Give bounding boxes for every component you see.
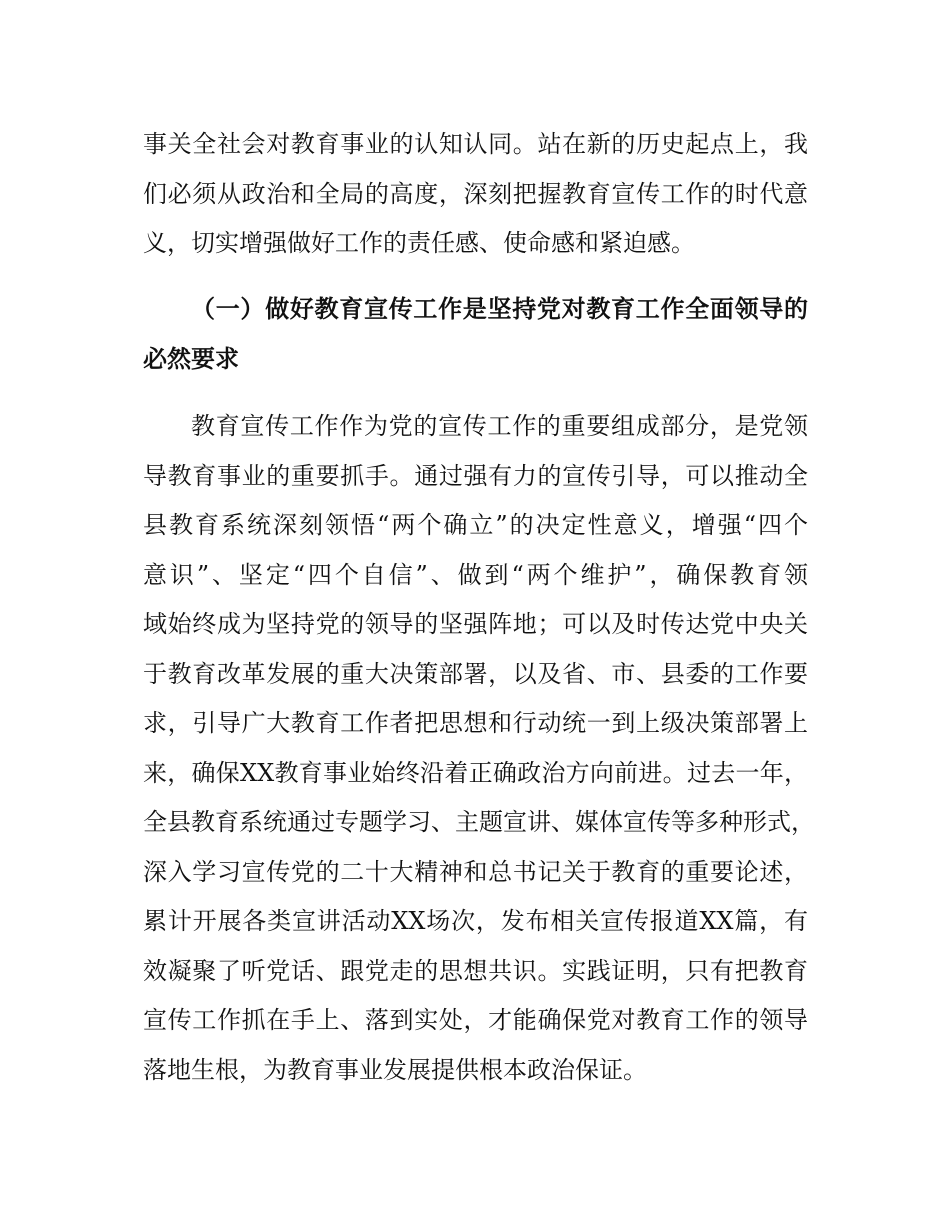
- text-line: 义，切实增强做好工作的责任感、使命感和紧迫感。: [143, 229, 695, 257]
- text-line: 域始终成为坚持党的领导的坚强阵地；可以及时传达党中央关: [143, 610, 808, 638]
- text-line: 深入学习宣传党的二十大精神和总书记关于教育的重要论述，: [143, 857, 808, 886]
- text-line: 宣传工作抓在手上、落到实处，才能确保党对教育工作的领导: [143, 1006, 808, 1034]
- intro-paragraph: [143, 120, 808, 269]
- text-line: 导教育事业的重要抓手。通过强有力的宣传引导，可以推动全: [143, 461, 808, 490]
- text-line: 落地生根，为教育事业发展提供根本政治保证。: [143, 1055, 647, 1084]
- text-line: 事关全社会对教育事业的认知认同。站在新的历史起点上，我: [143, 130, 808, 158]
- text-line: 教育宣传工作作为党的宣传工作的重要组成部分，是党领: [191, 412, 808, 440]
- text-line: 县教育系统深刻领悟“两个确立”的决定性意义，增强“四个: [143, 511, 808, 539]
- text-line: 求，引导广大教育工作者把思想和行动统一到上级决策部署上: [143, 709, 808, 737]
- text-line: 于教育改革发展的重大决策部署，以及省、市、县委的工作要: [143, 659, 808, 688]
- heading-line: 必然要求: [143, 344, 239, 373]
- text-line: 全县教育系统通过专题学习、主题宣讲、媒体宣传等多种形式，: [143, 808, 815, 836]
- body-paragraph: [143, 402, 815, 1095]
- text-line: 们必须从政治和全局的高度，深刻把握教育宣传工作的时代意: [143, 179, 808, 208]
- heading-line: （一）做好教育宣传工作是坚持党对教育工作全面领导的: [191, 295, 808, 323]
- text-line: 效凝聚了听党话、跟党走的思想共识。实践证明，只有把教育: [143, 956, 808, 985]
- document-page: [143, 120, 815, 1095]
- section-heading: [143, 285, 808, 384]
- text-line: 意识”、坚定“四个自信”、做到“两个维护”，确保教育领: [143, 560, 808, 589]
- text-line: 累计开展各类宣讲活动XX场次，发布相关宣传报道XX篇，有: [143, 907, 808, 935]
- text-line: 来，确保XX教育事业始终沿着正确政治方向前进。过去一年，: [143, 758, 808, 787]
